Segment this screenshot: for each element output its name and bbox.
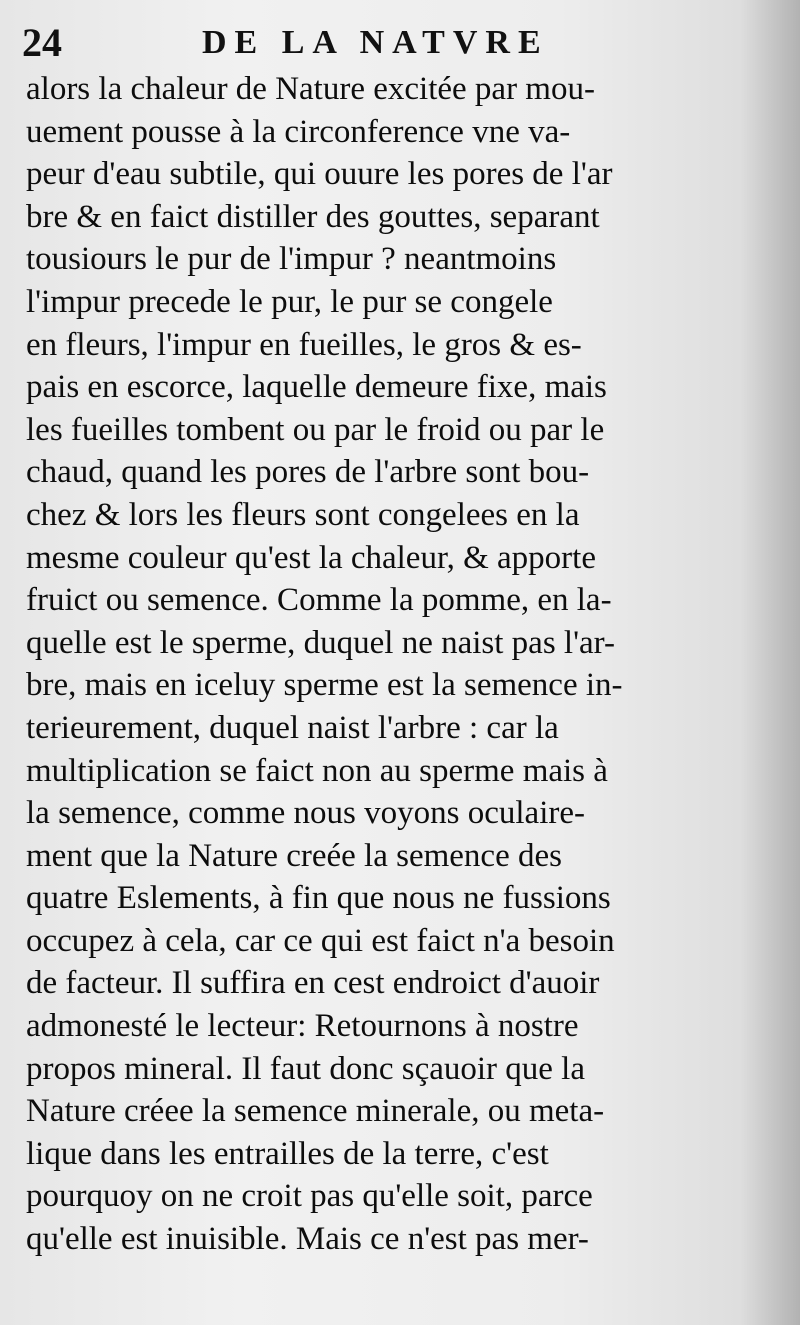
text-line: terieurement, duquel naist l'arbre : car la (26, 709, 559, 746)
text-line: ment que la Nature creée la semence des (26, 837, 562, 874)
text-line: chez & lors les fleurs sont congelees en la (26, 496, 580, 533)
text-line: en fleurs, l'impur en fueilles, le gros & es- (26, 326, 582, 363)
text-line: occupez à cela, car ce qui est faict n'a besoin (26, 922, 615, 959)
text-line: peur d'eau subtile, qui ouure les pores de l'ar (26, 156, 613, 193)
text-line: bre & en faict distiller des gouttes, separant (26, 198, 600, 235)
text-line: Nature créee la semence minerale, ou meta- (26, 1093, 605, 1130)
text-line: lique dans les entrailles de la terre, c'est (26, 1135, 549, 1172)
text-line: la semence, comme nous voyons oculaire- (26, 795, 585, 832)
text-line: les fueilles tombent ou par le froid ou par le (26, 411, 605, 448)
text-line: propos mineral. Il faut donc sçauoir que la (26, 1050, 585, 1087)
text-line: alors la chaleur de Nature excitée par mou- (26, 71, 595, 107)
text-line: bre, mais en iceluy sperme est la semence in- (26, 667, 623, 704)
text-line: l'impur precede le pur, le pur se congele (26, 283, 553, 320)
text-line: pais en escorce, laquelle demeure fixe, mais (26, 369, 607, 406)
text-line: chaud, quand les pores de l'arbre sont bou- (26, 454, 590, 491)
body-text (26, 68, 738, 1261)
text-line: qu'elle est inuisible. Mais ce n'est pas mer- (26, 1221, 589, 1258)
text-line: quelle est le sperme, duquel ne naist pas l'ar- (26, 624, 616, 661)
text-line: multiplication se faict non au sperme mais à (26, 752, 608, 789)
text-line: uement pousse à la circonference vne va- (26, 113, 571, 150)
text-line: de facteur. Il suffira en cest endroict d'auoir (26, 965, 600, 1002)
text-line: mesme couleur qu'est la chaleur, & apporte (26, 539, 596, 576)
text-line: quatre Eslements, à fin que nous ne fussions (26, 880, 611, 917)
running-head-title: DE LA NATVRE (202, 24, 549, 61)
text-line: tousiours le pur de l'impur ? neantmoins (26, 241, 557, 278)
running-head (22, 18, 740, 68)
text-line: fruict ou semence. Comme la pomme, en la- (26, 582, 612, 619)
page-number: 24 (22, 20, 62, 65)
text-line: admonesté le lecteur: Retournons à nostre (26, 1008, 579, 1045)
text-line: pourquoy on ne croit pas qu'elle soit, parce (26, 1178, 593, 1215)
